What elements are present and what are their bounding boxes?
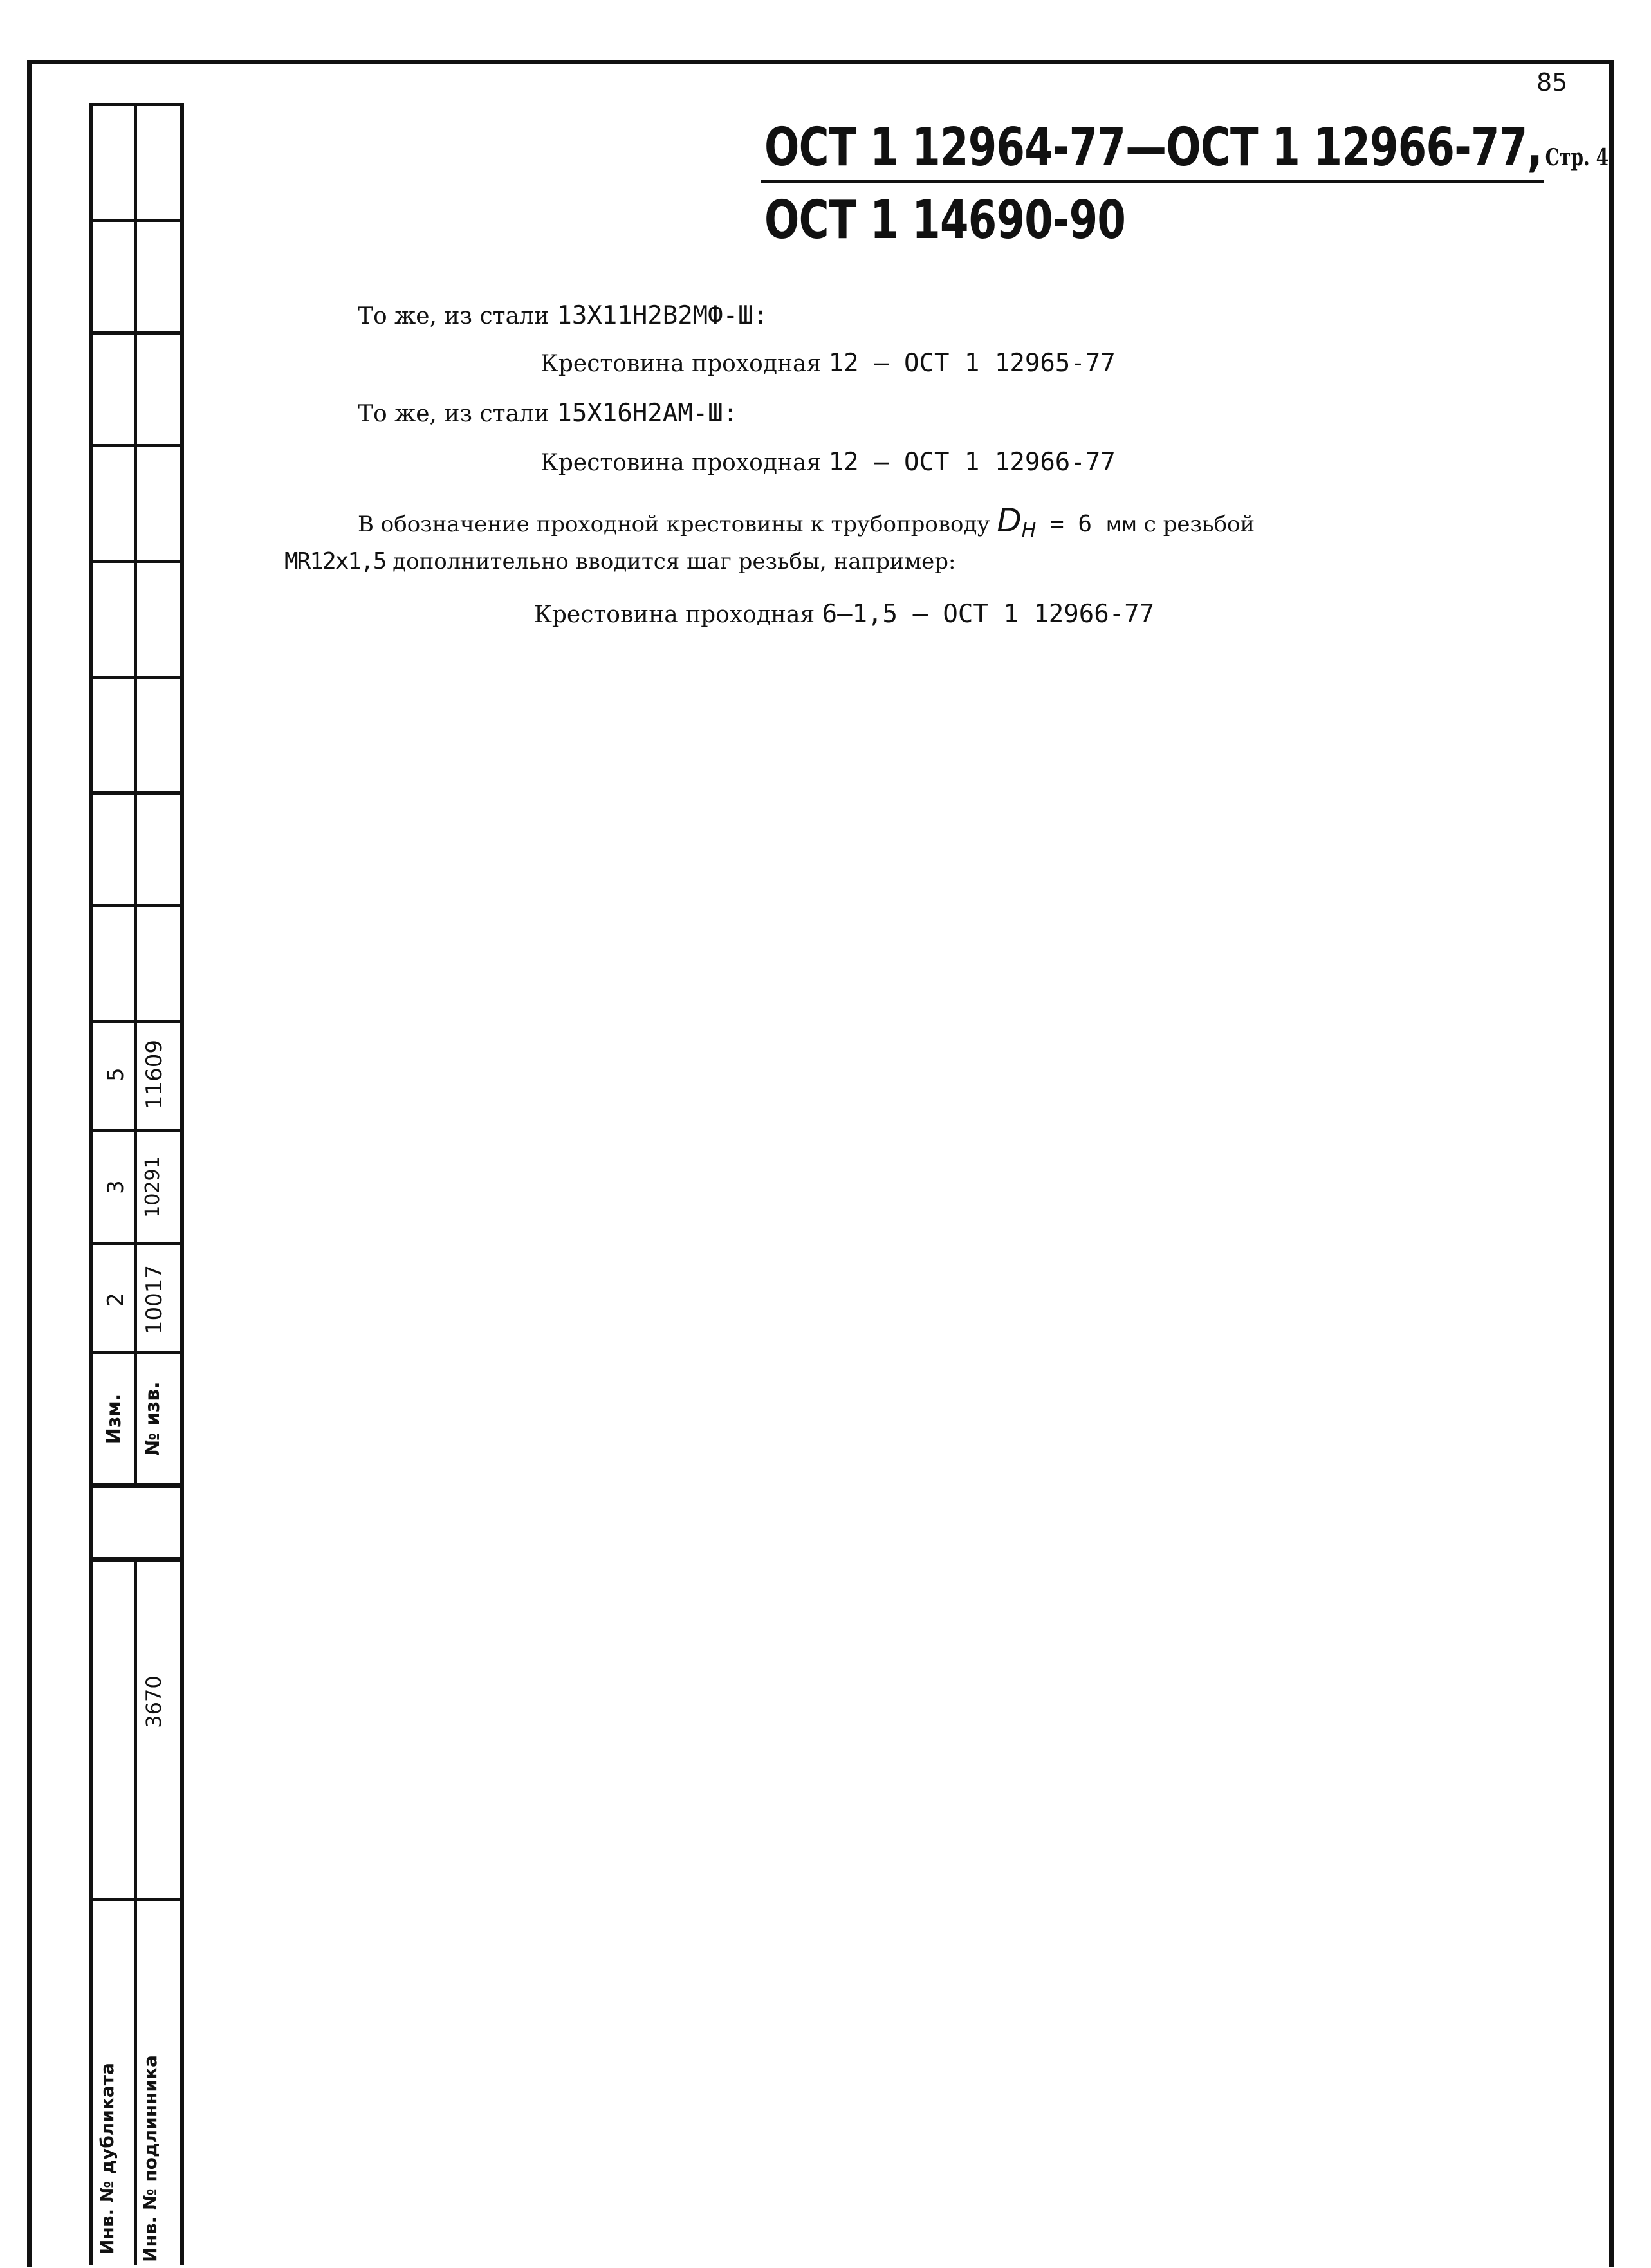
stamp-line [89, 904, 183, 907]
stamp-izm-3: 3 [103, 1180, 129, 1194]
thread-designation: MR12x1,5 [284, 548, 386, 575]
body-line-5-text: В обозначение проходной крестовины к трубопроводу [358, 512, 997, 537]
body-line-4 [540, 448, 1116, 477]
stamp-line [89, 1557, 183, 1562]
body-line-5-tail: с резьбой [1136, 512, 1255, 537]
stamp-line [89, 444, 183, 447]
designation-2: 12 – ОСТ 1 12965-77 [828, 349, 1116, 378]
body-line-5 [358, 502, 1255, 542]
steel-grade-3: 15Х16Н2АМ-Ш: [557, 399, 739, 428]
body-line-3-text: То же, из стали [358, 401, 557, 427]
stamp-inv-orig-label: Инв. № подлинника [140, 2055, 161, 2262]
stamp-izv-10291: 10291 [142, 1156, 164, 1218]
stamp-line [89, 1898, 183, 1901]
stamp-border-left [89, 103, 93, 2265]
diameter-subscript: Н [1021, 519, 1037, 542]
stamp-line [89, 103, 183, 106]
page-frame [27, 60, 1614, 2267]
stamp-line [89, 676, 183, 679]
body-line-1 [358, 301, 768, 330]
body-line-3 [358, 399, 738, 428]
stamp-line [89, 791, 183, 795]
stamp-izm-2: 2 [103, 1293, 129, 1307]
designation-7: 6–1,5 – ОСТ 1 12966-77 [822, 600, 1155, 629]
stamp-line [89, 1483, 183, 1488]
header-line-1 [764, 117, 1609, 178]
steel-grade-1: 13Х11Н2В2МФ-Ш: [557, 301, 769, 330]
page-number: 85 [1536, 68, 1568, 97]
diameter-value: = 6 [1036, 511, 1106, 537]
stamp-line [89, 219, 183, 222]
designation-4: 12 – ОСТ 1 12966-77 [828, 448, 1116, 477]
stamp-izm-5: 5 [103, 1067, 129, 1082]
stamp-line [89, 331, 183, 335]
body-line-4-text: Крестовина проходная [540, 450, 829, 476]
body-line-2-text: Крестовина проходная [540, 351, 829, 377]
stamp-border-right [180, 103, 184, 2265]
stamp-divider-lower [134, 1557, 137, 2265]
header-underline [761, 180, 1544, 183]
header-page-label: Стр. 4 [1545, 144, 1609, 171]
stamp-line [89, 560, 183, 563]
stamp-izv-10017: 10017 [142, 1264, 167, 1335]
body-line-6-text: дополнительно вводится шаг резьбы, например: [385, 549, 956, 575]
body-line-6 [284, 548, 955, 575]
diameter-symbol: D [997, 502, 1022, 539]
header-line-2: ОСТ 1 14690-90 [764, 190, 1126, 251]
stamp-inv-number: 3670 [142, 1675, 166, 1728]
body-line-1-text: То же, из стали [358, 303, 557, 329]
unit-mm: мм [1105, 512, 1137, 537]
stamp-izv-label: № изв. [142, 1381, 164, 1456]
body-line-2 [540, 349, 1116, 378]
stamp-izm-label: Изм. [103, 1393, 125, 1444]
header-designation: ОСТ 1 12964-77—ОСТ 1 12966-77, [764, 117, 1542, 178]
body-line-7 [534, 600, 1154, 629]
stamp-inv-dup-label: Инв. № дубликата [97, 2063, 118, 2254]
body-line-7-text: Крестовина проходная [534, 602, 822, 628]
stamp-izv-11609: 11609 [142, 1039, 167, 1110]
